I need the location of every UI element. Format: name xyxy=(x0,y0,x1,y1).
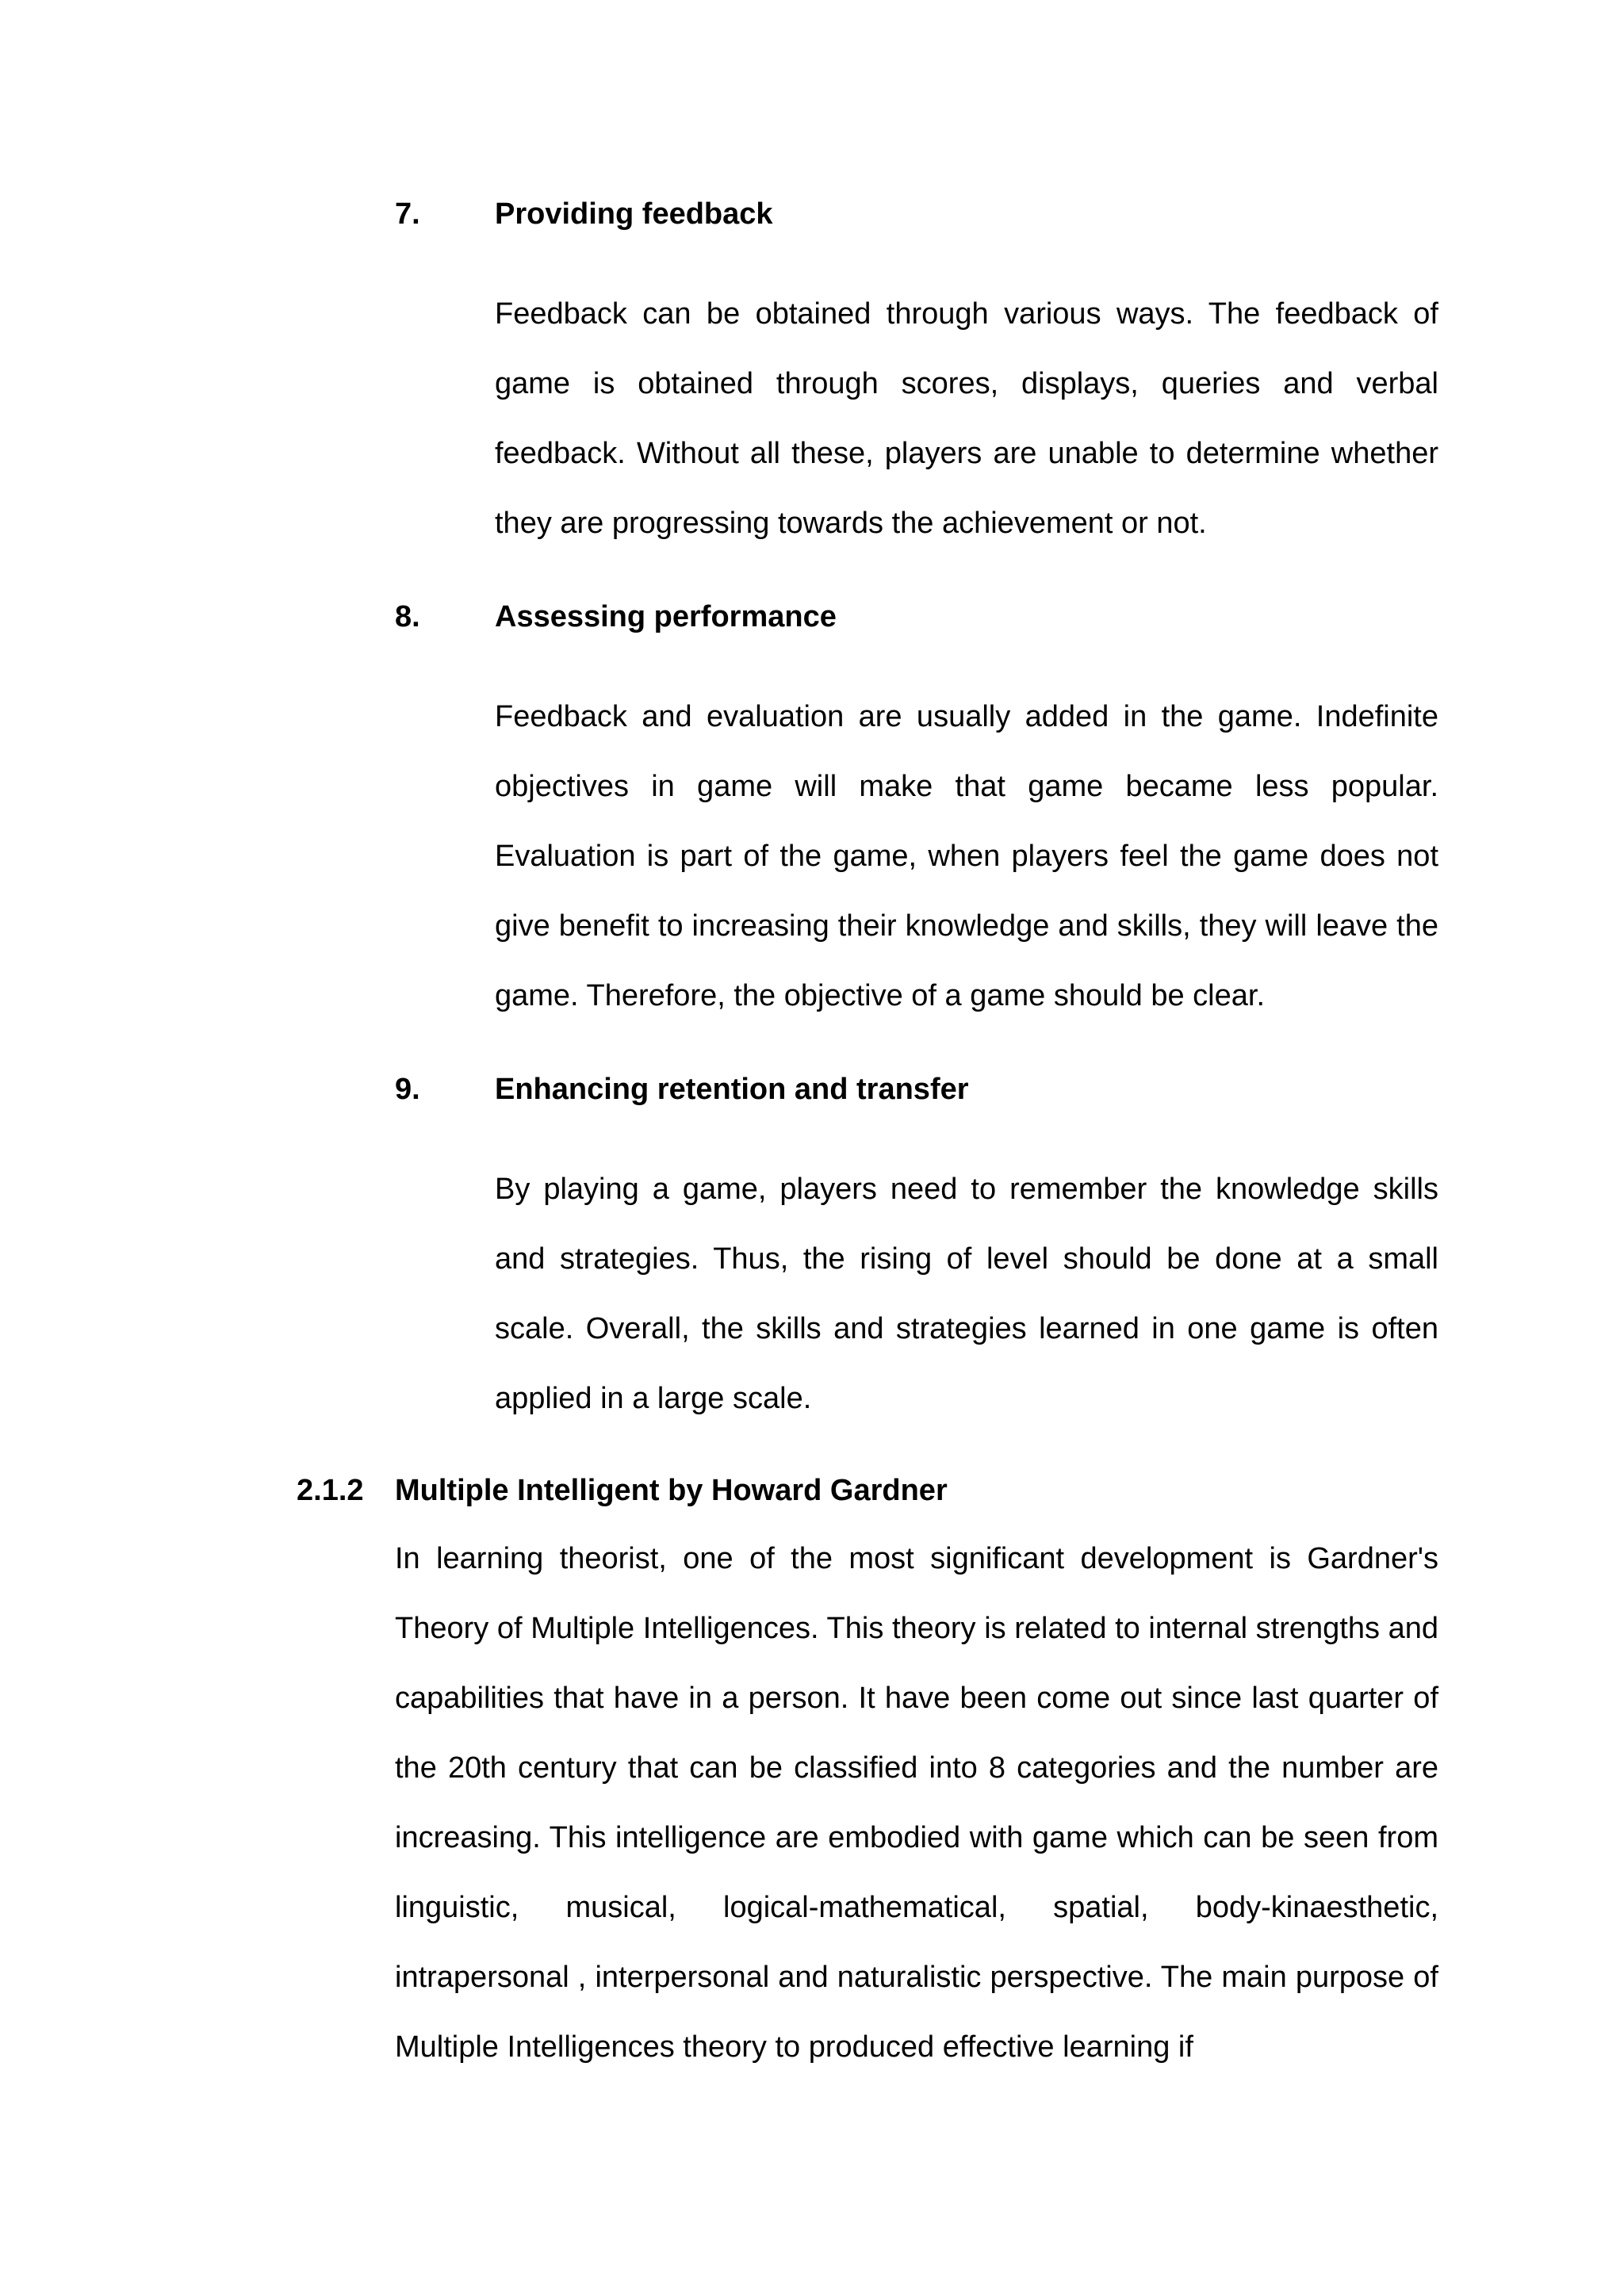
item-heading: Providing feedback xyxy=(495,197,773,231)
item-paragraph: Feedback and evaluation are usually added in the game. Indefinite objectives in game will make that game became less popular. Evaluation is part of the game, when players feel the game does not give benefit to increasing their knowledge and skills, they will leave the game. Therefore, the objective of a game should be clear. xyxy=(495,700,1438,1012)
item-paragraph: Feedback can be obtained through various ways. The feedback of game is obtained through scores, displays, queries and verbal feedback. Without all these, players are unable to determine whether they are progressing towards the achievement or not. xyxy=(495,297,1438,540)
item-heading: Assessing performance xyxy=(495,600,837,633)
item-number: 9. xyxy=(395,1073,420,1106)
item-paragraph: By playing a game, players need to remember the knowledge skills and strategies. Thus, the rising of level should be done at a small scale. Overall, the skills and strategies learned in one game is often applied in a large scale. xyxy=(495,1173,1438,1415)
section-heading: Multiple Intelligent by Howard Gardner xyxy=(395,1474,948,1507)
section-paragraph: In learning theorist, one of the most significant development is Gardner's Theory of Multiple Intelligences. This theory is related to internal strengths and capabilities that have in a person. It have been come out since last quarter of the 20th century that can be classified into 8 categories and the number are increasing. This intelligence are embodied with game which can be seen from linguistic, musical, logical-mathematical, spatial, body-kinaesthetic, intrapersonal , interpersonal and naturalistic perspective. The main purpose of Multiple Intelligences theory to produced effective learning if xyxy=(395,1542,1438,2064)
section-number: 2.1.2 xyxy=(297,1474,364,1507)
item-number: 8. xyxy=(395,600,420,633)
item-heading: Enhancing retention and transfer xyxy=(495,1073,969,1106)
item-number: 7. xyxy=(395,197,420,231)
